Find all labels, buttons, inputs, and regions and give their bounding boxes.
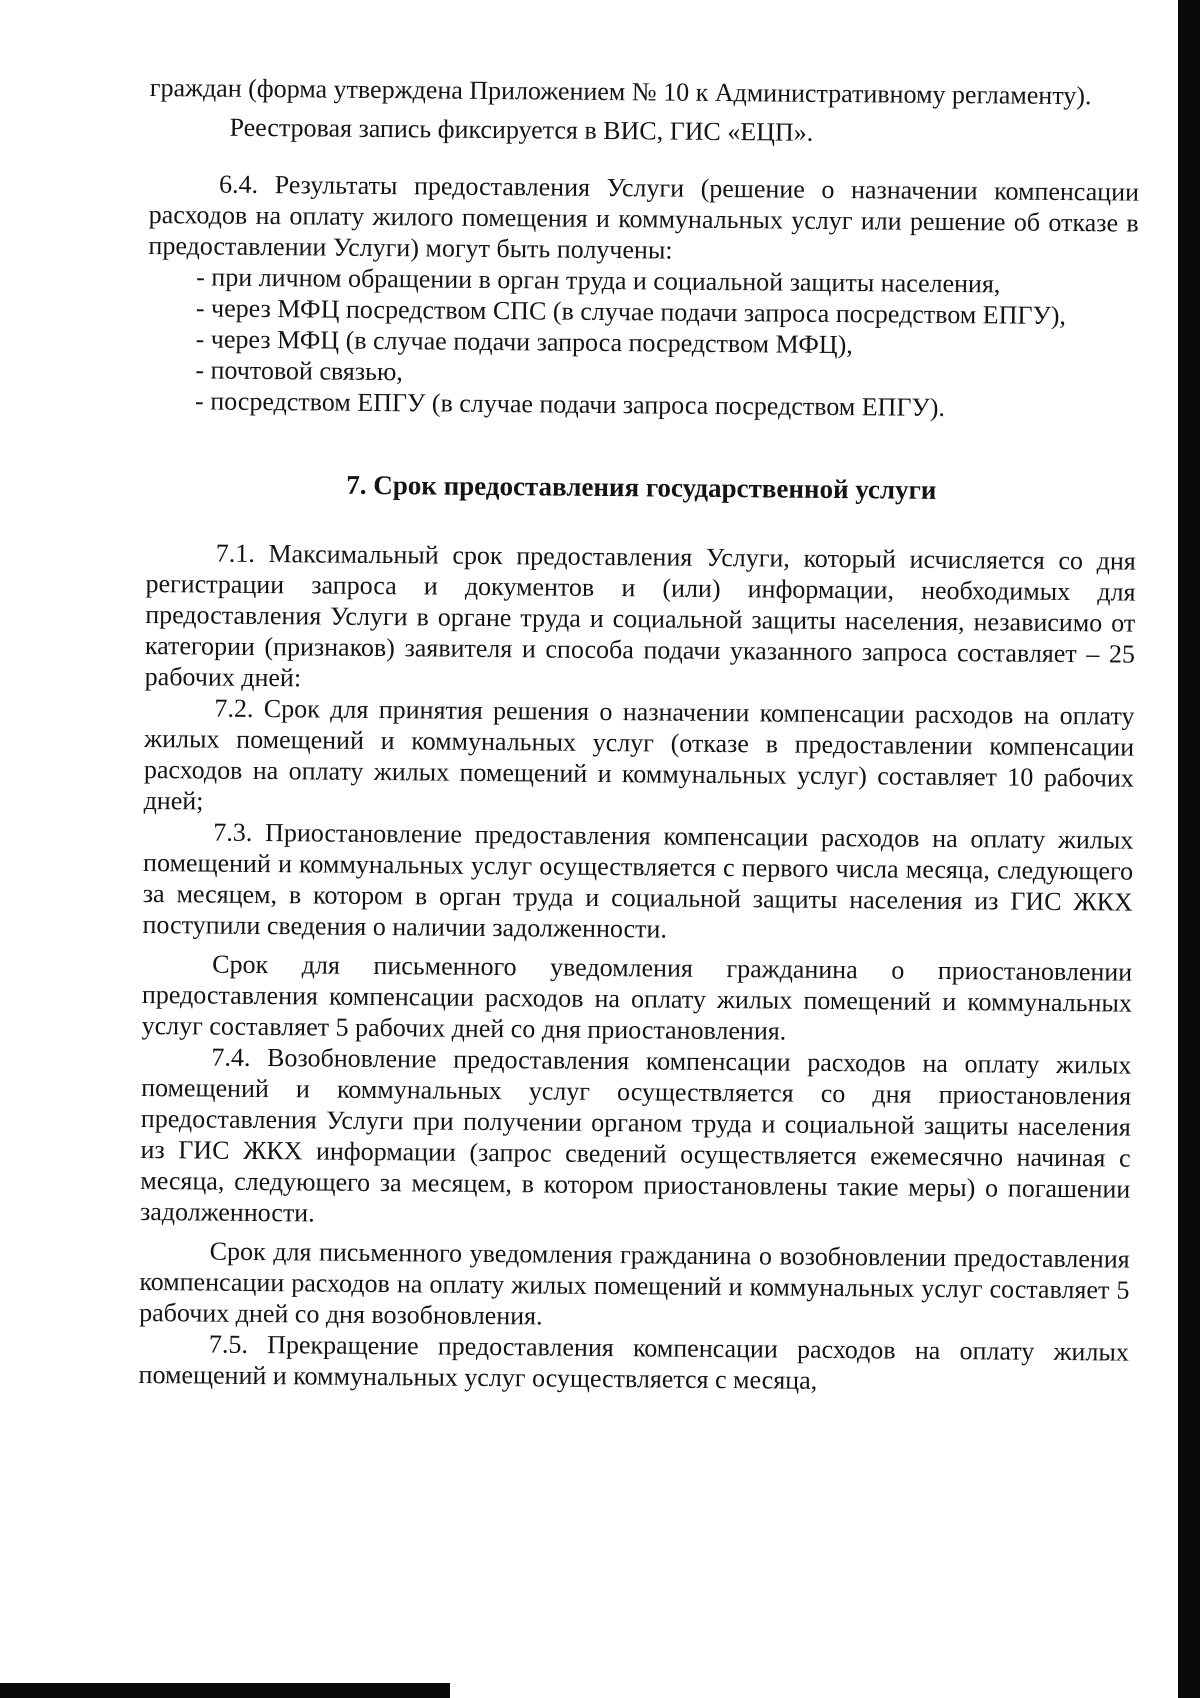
paragraph-7-5: 7.5. Прекращение предоставления компенсации расходов на оплату жилых помещений и коммунальных услуг осуществляется с месяца, — [138, 1329, 1129, 1395]
list-item: - при личном обращении в орган труда и социальной защиты населения, — [196, 262, 1001, 299]
paragraph-6-4: 6.4. Результаты предоставления Услуги (решение о назначении компенсации расходов на оплату жилого помещения и коммунальных услуг или решение об отказе в предоставлении Услуги) могут быть получены: — [148, 169, 1140, 265]
list-item: - посредством ЕПГУ (в случае подачи запроса посредством ЕПГУ). — [195, 386, 946, 422]
section-7-title: 7. Срок предоставления государственной услуги — [346, 469, 937, 505]
paragraph-7-3-notice: Срок для письменного уведомления гражданина о приостановлении предоставления компенсации расходов на оплату жилых помещений и коммунальных услуг составляет 5 рабочих дней со дня приостановления. — [141, 949, 1133, 1046]
paragraph-intro: граждан (форма утверждена Приложением № 10 к Административному регламенту). — [149, 72, 1092, 111]
document-body — [138, 72, 1139, 1399]
scan-edge-bottom — [0, 1683, 450, 1698]
list-item: - почтовой связью, — [195, 355, 404, 387]
list-item: - через МФЦ (в случае подачи запроса посредством МФЦ), — [195, 324, 853, 360]
paragraph-7-4: 7.4. Возобновление предоставления компенсации расходов на оплату жилых помещений и коммунальных услуг осуществляется со дня приостановления предоставления Услуги при получении органом труда и социальной защиты населения из ГИС ЖКХ информации (запрос сведений осуществляется ежемесячно начиная с месяца, следующего за месяцем, в котором приостановлены такие меры) о погашении задолженности. — [139, 1042, 1132, 1228]
paragraph-registry: Реестровая запись фиксируется в ВИС, ГИС «ЕЦП». — [229, 112, 814, 147]
paragraph-7-4-notice: Срок для письменного уведомления гражданина о возобновлении предоставления компенсации расходов на оплату жилых помещений и коммунальных услуг составляет 5 рабочих дней со дня возобновления. — [139, 1236, 1130, 1331]
list-item: - через МФЦ посредством СПС (в случае подачи запроса посредством ЕПГУ), — [195, 293, 1067, 331]
paragraph-7-2: 7.2. Срок для принятия решения о назначении компенсации расходов на оплату жилых помещений и коммунальных услуг (отказе в предоставлении компенсации расходов на оплату жилых помещений и коммунальных услуг) составляет 10 рабочих дней; — [143, 693, 1135, 816]
paragraph-7-3: 7.3. Приостановление предоставления компенсации расходов на оплату жилых помещений и коммунальных услуг осуществляется с первого числа месяца, следующего за месяцем, в котором в орган труда и социальной защиты населения из ГИС ЖКХ поступили сведения о наличии задолженности. — [142, 817, 1134, 944]
scan-edge-right — [1178, 0, 1200, 1698]
paragraph-7-1: 7.1. Максимальный срок предоставления Услуги, который исчисляется со дня регистрации запроса и документов и (или) информации, необходимых для предоставления Услуги в органе труда и социальной защиты населения, независимо от категории (признаков) заявителя и способа подачи указанного запроса составляет – 25 рабочих дней: — [144, 538, 1136, 693]
